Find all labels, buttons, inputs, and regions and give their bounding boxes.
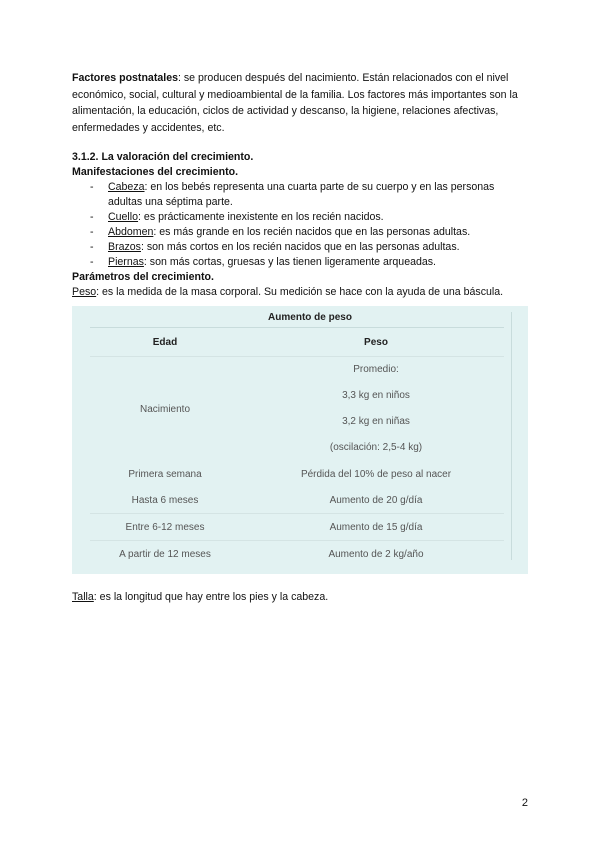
col-header-peso: Peso — [248, 328, 504, 357]
peso-term: Peso — [72, 286, 97, 298]
cell-edad: Nacimiento — [90, 357, 240, 462]
talla-term: Talla — [72, 591, 94, 603]
cell-peso: Aumento de 20 g/día — [329, 494, 423, 506]
list-item: - Cuello: es prácticamente inexistente en los recién nacidos. — [90, 211, 384, 223]
postnatal-paragraph — [72, 70, 528, 136]
weight-table-image — [72, 306, 528, 574]
list-item: - Cabeza: en los bebés representa una cuarta parte de su cuerpo y en las personas adultas una séptima parte. — [90, 181, 495, 208]
params-heading: Parámetros del crecimiento. — [72, 271, 214, 283]
cell-peso: Promedio: 3,3 kg en niños 3,2 kg en niñas (oscilación: 2,5-4 kg) — [248, 357, 504, 462]
manifest-heading: Manifestaciones del crecimiento. — [72, 166, 239, 178]
cell-edad: A partir de 12 meses — [90, 541, 240, 568]
cell-edad: Hasta 6 meses — [131, 494, 199, 506]
list-item: - Piernas: son más cortas, gruesas y las tienen ligeramente arqueadas. — [90, 256, 436, 268]
table-row — [90, 487, 504, 514]
document-page — [72, 70, 528, 605]
item-term: Piernas — [108, 256, 144, 268]
peso-paragraph: Peso: es la medida de la masa corporal. Su medición se hace con la ayuda de una báscula. — [72, 286, 504, 298]
weight-table — [90, 327, 504, 567]
table-row — [90, 541, 504, 568]
page-number: 2 — [521, 797, 528, 809]
manifest-list — [72, 180, 528, 270]
section-heading: 3.1.2. La valoración del crecimiento. — [72, 151, 254, 163]
postnatal-term: Factores postnatales — [72, 72, 178, 84]
col-header-edad: Edad — [90, 328, 240, 357]
item-term: Brazos — [108, 241, 141, 253]
list-item: - Brazos: son más cortos en los recién nacidos que en las personas adultas. — [90, 241, 460, 253]
cell-peso: Aumento de 15 g/día — [248, 514, 504, 541]
table-caption: Aumento de peso — [268, 312, 352, 323]
item-term: Abdomen — [108, 226, 154, 238]
item-term: Cabeza — [108, 181, 145, 193]
cell-edad: Primera semana — [128, 468, 202, 480]
table-row — [90, 514, 504, 541]
talla-paragraph: Talla: es la longitud que hay entre los pies y la cabeza. — [72, 591, 329, 603]
cell-peso: Aumento de 2 kg/año — [248, 541, 504, 568]
cell-edad: Entre 6-12 meses — [90, 514, 240, 541]
table-row — [90, 461, 504, 487]
postnatal-text: : se producen después del nacimiento. Están relacionados con el nivel económico, social, cultural y medioambiental de la familia. Los factores más importantes son la alimentación, la educación, ciclos de actividad y descanso, la higiene, relaciones afectivas, enfermedades y accidentes, etc. — [72, 72, 518, 134]
cell-peso: Pérdida del 10% de peso al nacer — [300, 468, 452, 480]
table-row — [90, 357, 504, 462]
list-item: - Abdomen: es más grande en los recién nacidos que en las personas adultas. — [90, 226, 471, 238]
item-term: Cuello — [108, 211, 139, 223]
